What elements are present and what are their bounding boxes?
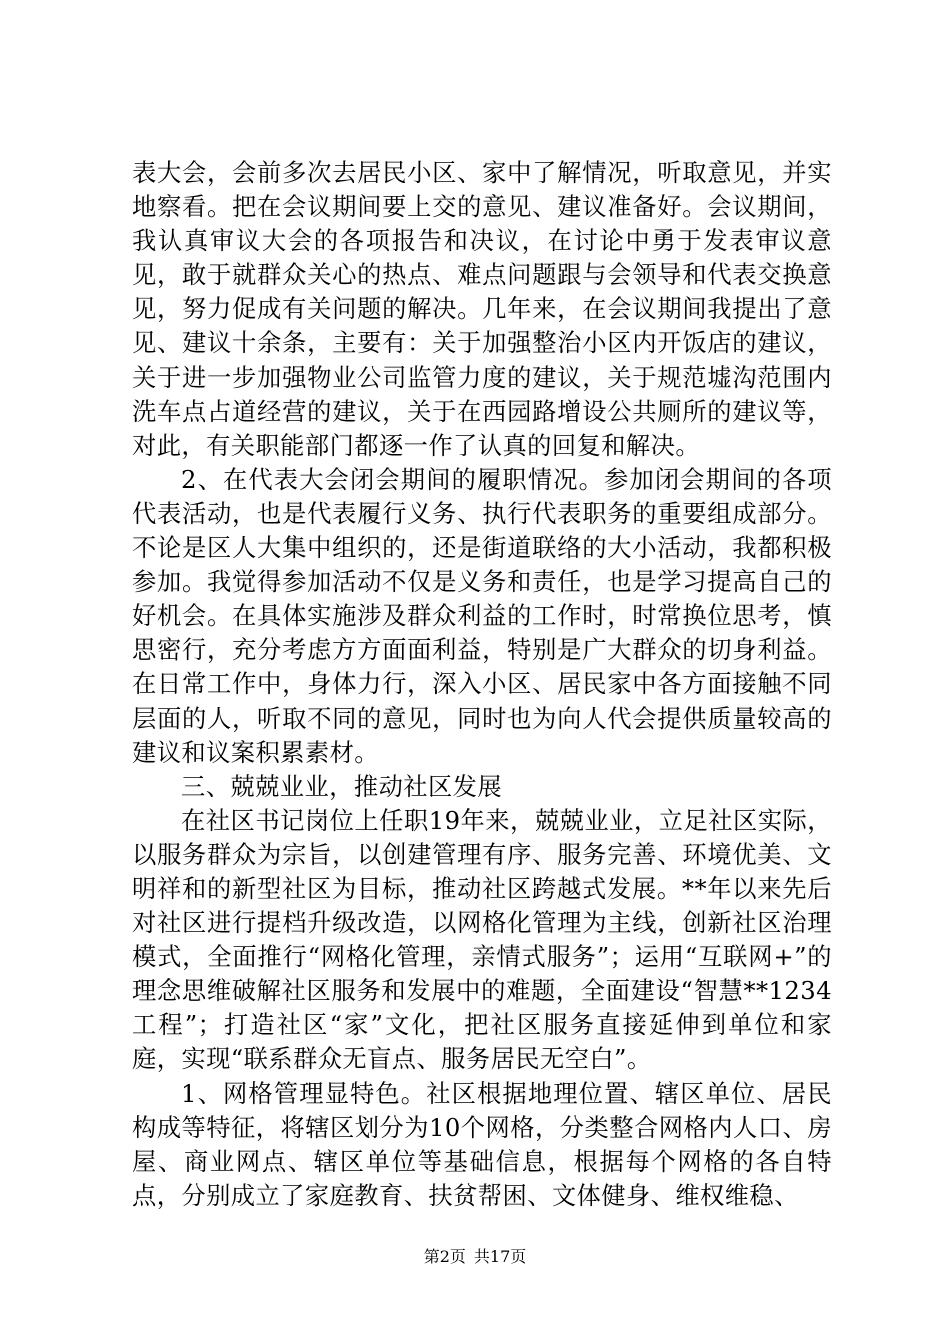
paragraph-community-development: 在社区书记岗位上任职19年来，兢兢业业，立足社区实际，以服务群众为宗旨，以创建管理有序、服务完善、环境优美、文明祥和的新型社区为目标，推动社区跨越式发展。**年以来先后对社区进行提档升级改造，以网格化管理为主线，创新社区治理模式，全面推行“网格化管理，亲情式服务”；运用“互联网+”的理念思维破解社区服务和发展中的难题，全面建设“智慧**1234工程”；打造社区“家”文化，把社区服务直接延伸到单位和家庭，实现“联系群众无盲点、服务居民无空白”。 [132,805,832,1074]
page-footer [0,1247,950,1267]
paragraph-continuation: 表大会，会前多次去居民小区、家中了解情况，听取意见，并实地察看。把在会议期间要上交的意见、建议准备好。会议期间，我认真审议大会的各项报告和决议，在讨论中勇于发表审议意见，敢于就群众关心的热点、难点问题跟与会领导和代表交换意见，努力促成有关问题的解决。几年来，在会议期间我提出了意见、建议十余条，主要有：关于加强整治小区内开饭店的建议，关于进一步加强物业公司监管力度的建议，关于规范墟沟范围内洗车点占道经营的建议，关于在西园路增设公共厕所的建议等，对此，有关职能部门都逐一作了认真的回复和解决。 [132,158,832,460]
paragraph-closing-session-duties: 2、在代表大会闭会期间的履职情况。参加闭会期间的各项代表活动，也是代表履行义务、执行代表职务的重要组成部分。不论是区人大集中组织的，还是街道联络的大小活动，我都积极参加。我觉得参加活动不仅是义务和责任，也是学习提高自己的好机会。在具体实施涉及群众利益的工作时，时常换位思考，慎思密行，充分考虑方方面面利益，特别是广大群众的切身利益。在日常工作中，身体力行，深入小区、居民家中各方面接触不同层面的人，听取不同的意见，同时也为向人代会提供质量较高的建议和议案积累素材。 [132,464,832,767]
document-body [132,156,832,1213]
paragraph-grid-management: 1、网格管理显特色。社区根据地理位置、辖区单位、居民构成等特征，将辖区划分为10个网格，分类整合网格内人口、房屋、商业网点、辖区单位等基础信息，根据每个网格的各自特点，分别成立了家庭教育、扶贫帮困、文体健身、维权维稳、 [132,1078,832,1210]
section-heading: 三、兢兢业业，推动社区发展 [181,771,503,801]
page-number-current: 第2页 [423,1247,466,1266]
page-number-total: 共17页 [473,1247,527,1266]
